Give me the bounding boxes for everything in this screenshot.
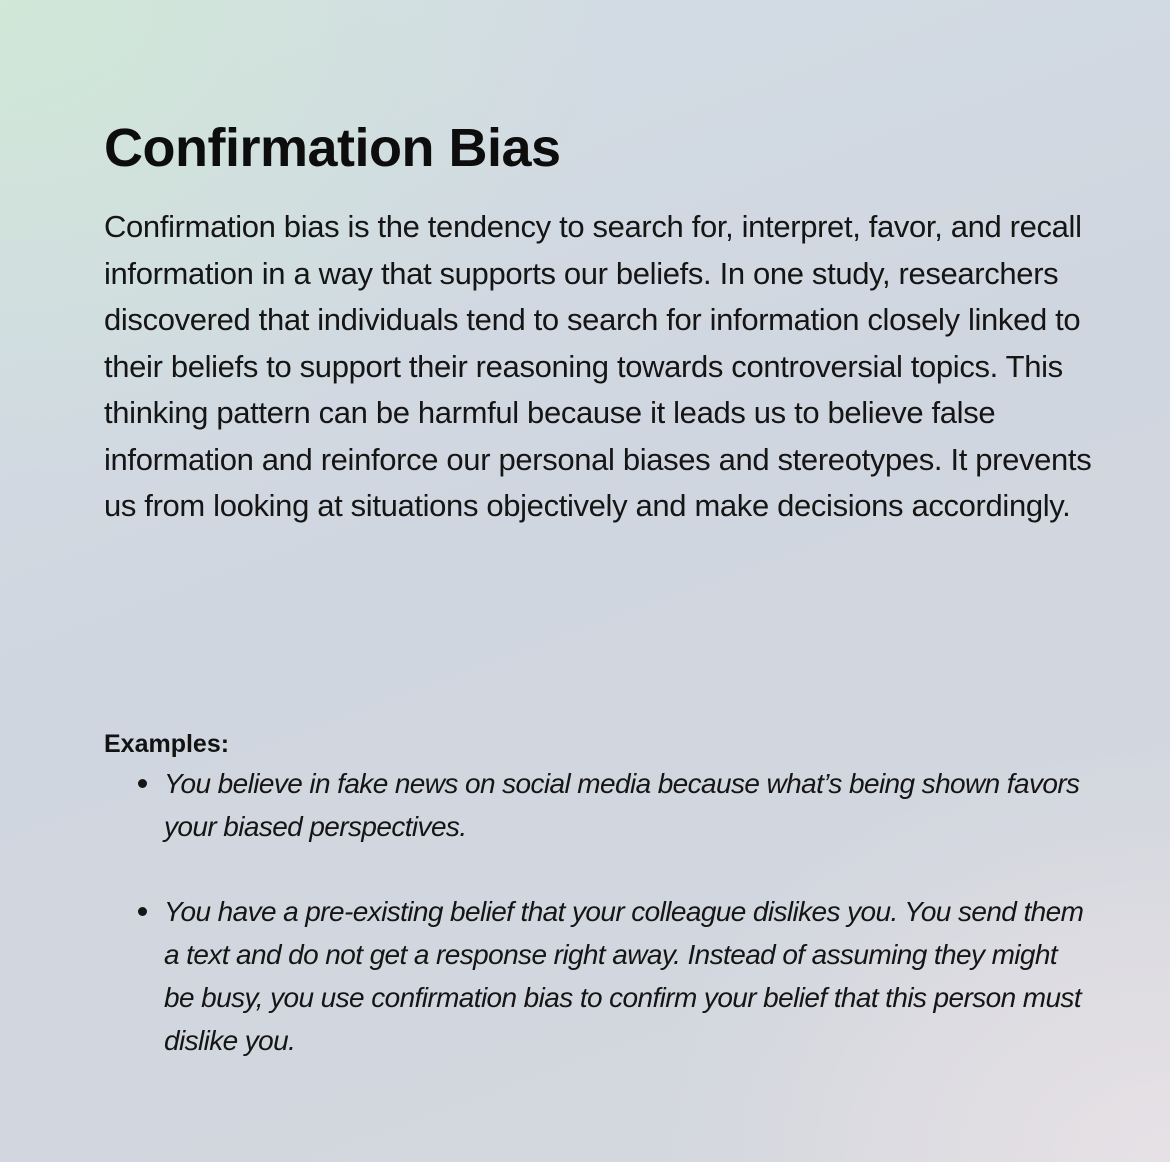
examples-heading: Examples: [104, 730, 230, 758]
page-title: Confirmation Bias [104, 118, 561, 178]
example-text: You believe in fake news on social media because what’s being shown favors your biased perspectives. [164, 768, 1080, 842]
bullet-icon [138, 907, 147, 916]
examples-list [134, 762, 1094, 1062]
definition-paragraph: Confirmation bias is the tendency to search for, interpret, favor, and recall information in a way that supports our beliefs. In one study, researchers discovered that individuals tend to search for information closely linked to their beliefs to support their reasoning towards controversial topics. This thinking pattern can be harmful because it leads us to believe false information and reinforce our personal biases and stereotypes. It prevents us from looking at situations objectively and make decisions accordingly. [104, 209, 1092, 523]
example-item-colleague [134, 890, 1094, 1062]
bullet-icon [138, 779, 147, 788]
example-item-fake-news [134, 762, 1094, 848]
example-text: You have a pre-existing belief that your colleague dislikes you. You send them a text and do not get a response right away. Instead of assuming they might be busy, you use confirmation bias to confirm your belief that this person must dislike you. [164, 896, 1084, 1056]
